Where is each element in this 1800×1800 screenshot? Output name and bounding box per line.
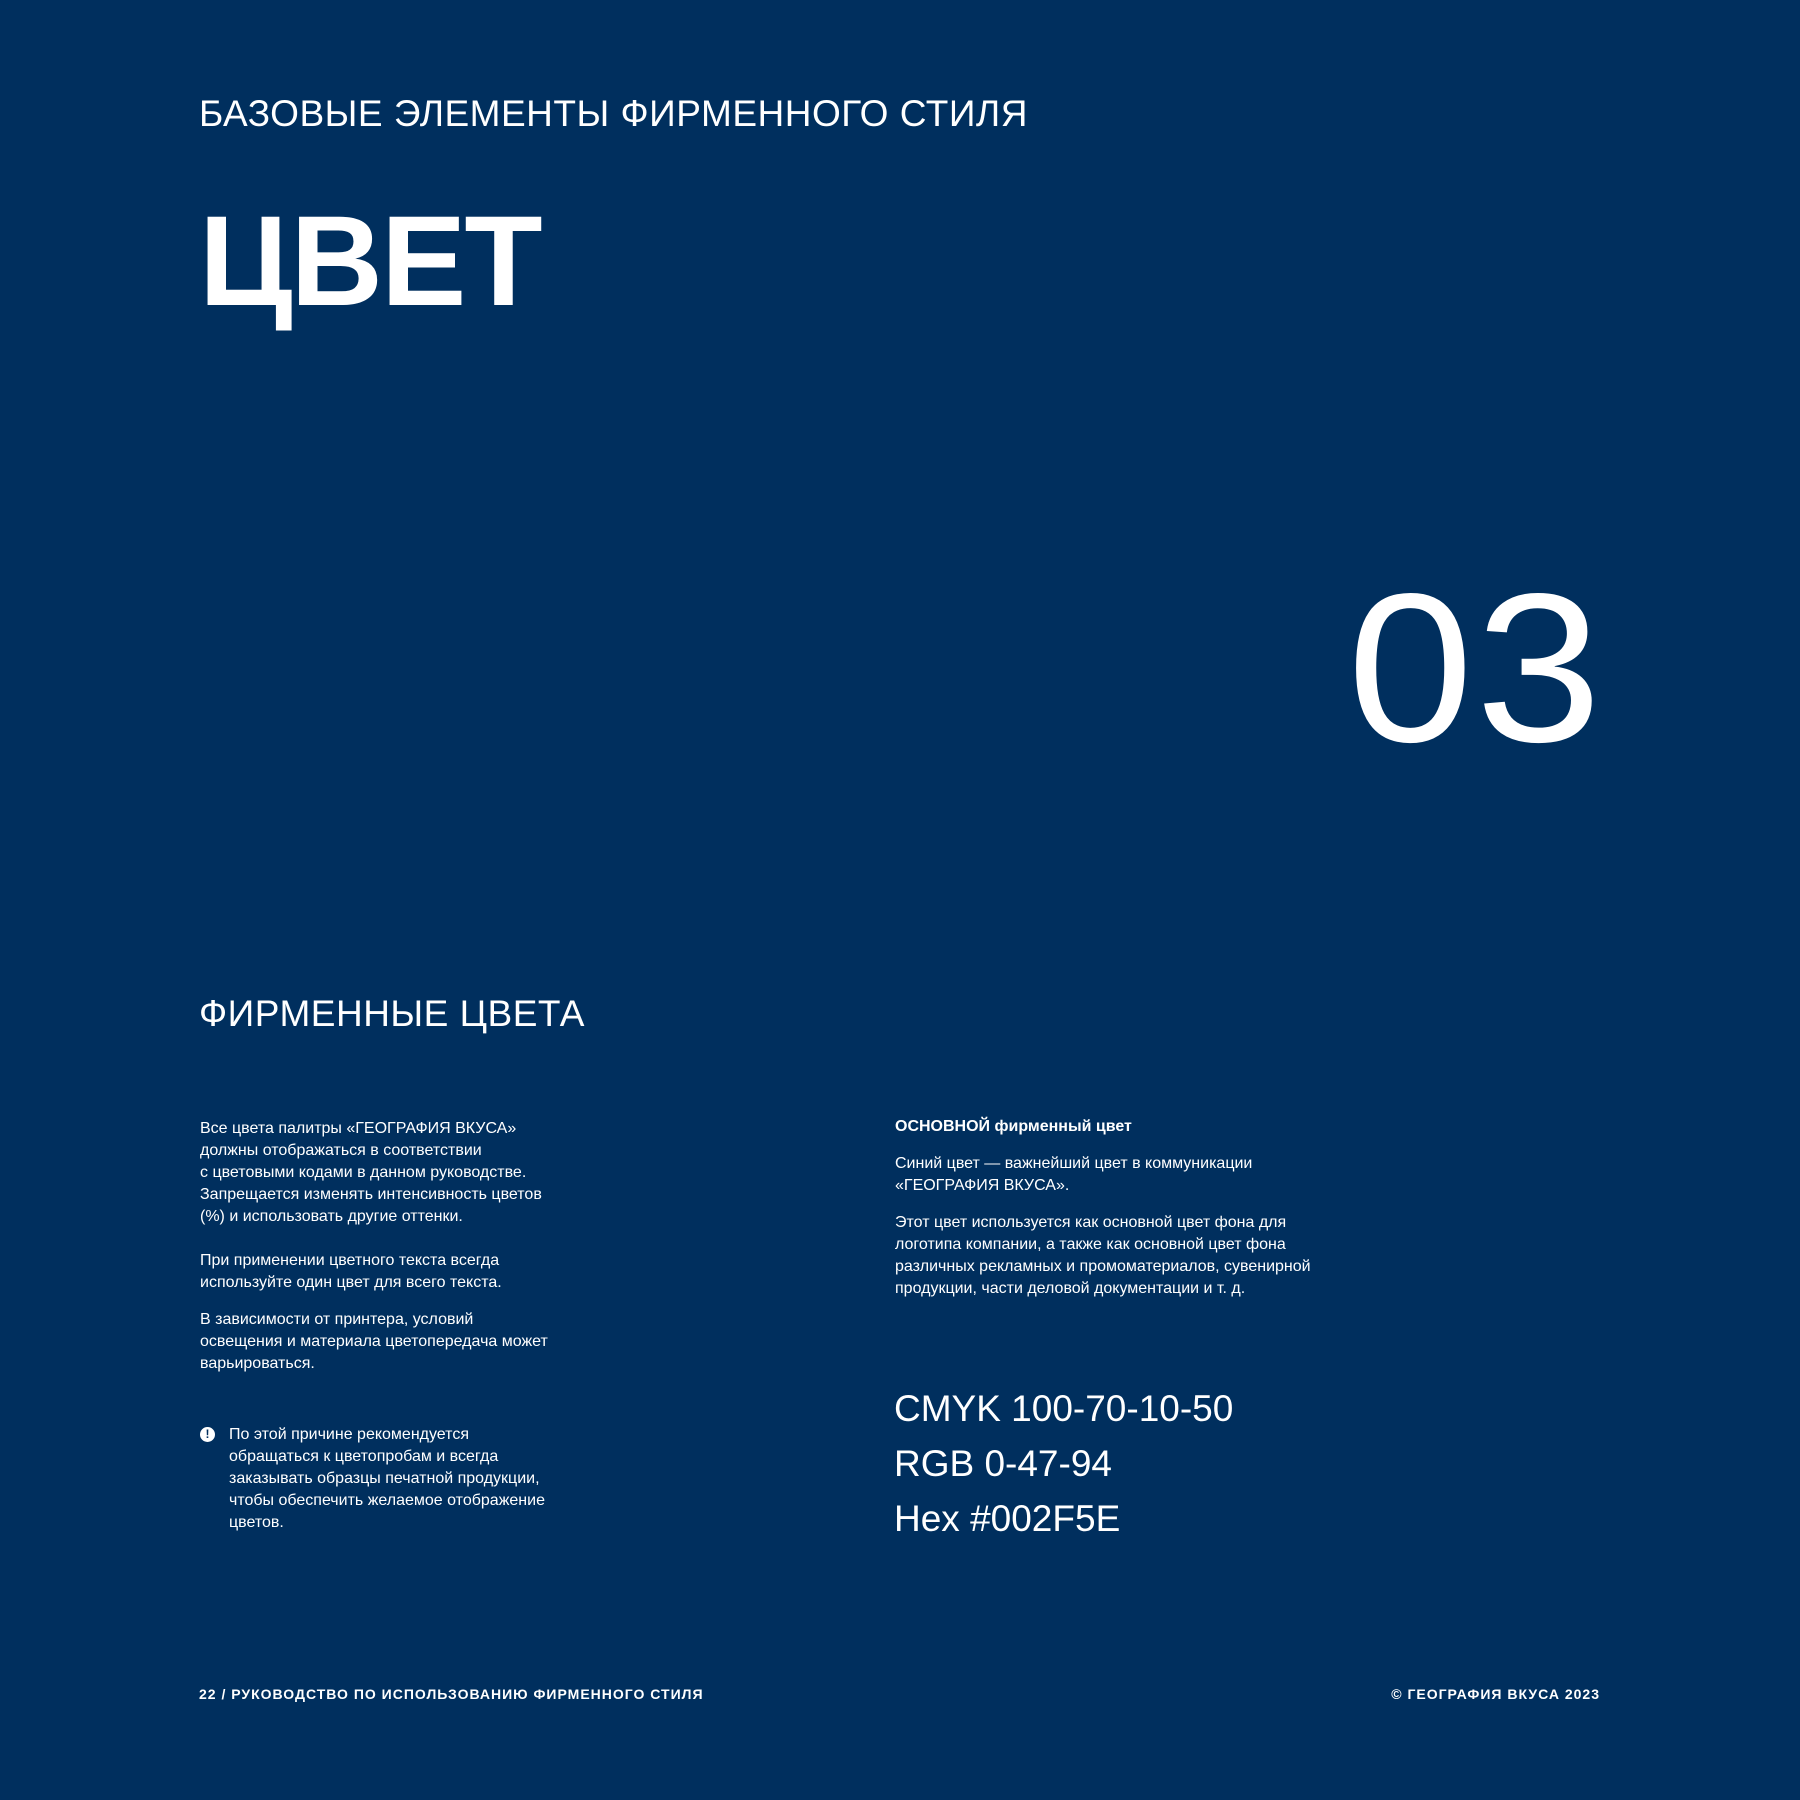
right-paragraph-2: Этот цвет используется как основной цвет фона для логотипа компании, а также как основной цвет фона различных рекламных и промоматериалов, сувенирной продукции, части деловой документации и т. д. (895, 1214, 1311, 1297)
page-title: ЦВЕТ (199, 190, 541, 333)
subsection-title: ФИРМЕННЫЕ ЦВЕТА (199, 993, 585, 1034)
cmyk-code: CMYK 100-70-10-50 (894, 1388, 1234, 1429)
chapter-number: 03 (1347, 549, 1604, 786)
hex-code: Hex #002F5E (894, 1498, 1121, 1539)
left-paragraph-1: Все цвета палитры «ГЕОГРАФИЯ ВКУСА» должны отображаться в соответствии с цветовыми кодами в данном руководстве. Запрещается изменять интенсивность цветов (%) и использовать другие оттенки. (200, 1120, 542, 1225)
rgb-code: RGB 0-47-94 (894, 1443, 1112, 1484)
info-note (200, 1424, 630, 1534)
left-paragraph-3: В зависимости от принтера, условий освещения и материала цветопередача может варьироваться. (200, 1311, 548, 1372)
right-column (895, 1116, 1415, 1315)
info-icon: ! (200, 1427, 215, 1442)
info-note-text: По этой причине рекомендуется обращаться к цветопробам и всегда заказывать образцы печатной продукции, чтобы обеспечить желаемое отображение цветов. (229, 1426, 545, 1531)
section-kicker: БАЗОВЫЕ ЭЛЕМЕНТЫ ФИРМЕННОГО СТИЛЯ (199, 93, 1028, 134)
left-paragraph-2: При применении цветного текста всегда используйте один цвет для всего текста. (200, 1252, 502, 1291)
color-codes (894, 1381, 1233, 1546)
primary-color-heading: ОСНОВНОЙ фирменный цвет (895, 1118, 1132, 1135)
left-column (200, 1118, 630, 1390)
footer-page-info: 22 / РУКОВОДСТВО ПО ИСПОЛЬЗОВАНИЮ ФИРМЕННОГО СТИЛЯ (199, 1686, 704, 1702)
right-paragraph-1: Синий цвет — важнейший цвет в коммуникации «ГЕОГРАФИЯ ВКУСА». (895, 1155, 1253, 1194)
footer-copyright: © ГЕОГРАФИЯ ВКУСА 2023 (1391, 1686, 1600, 1702)
